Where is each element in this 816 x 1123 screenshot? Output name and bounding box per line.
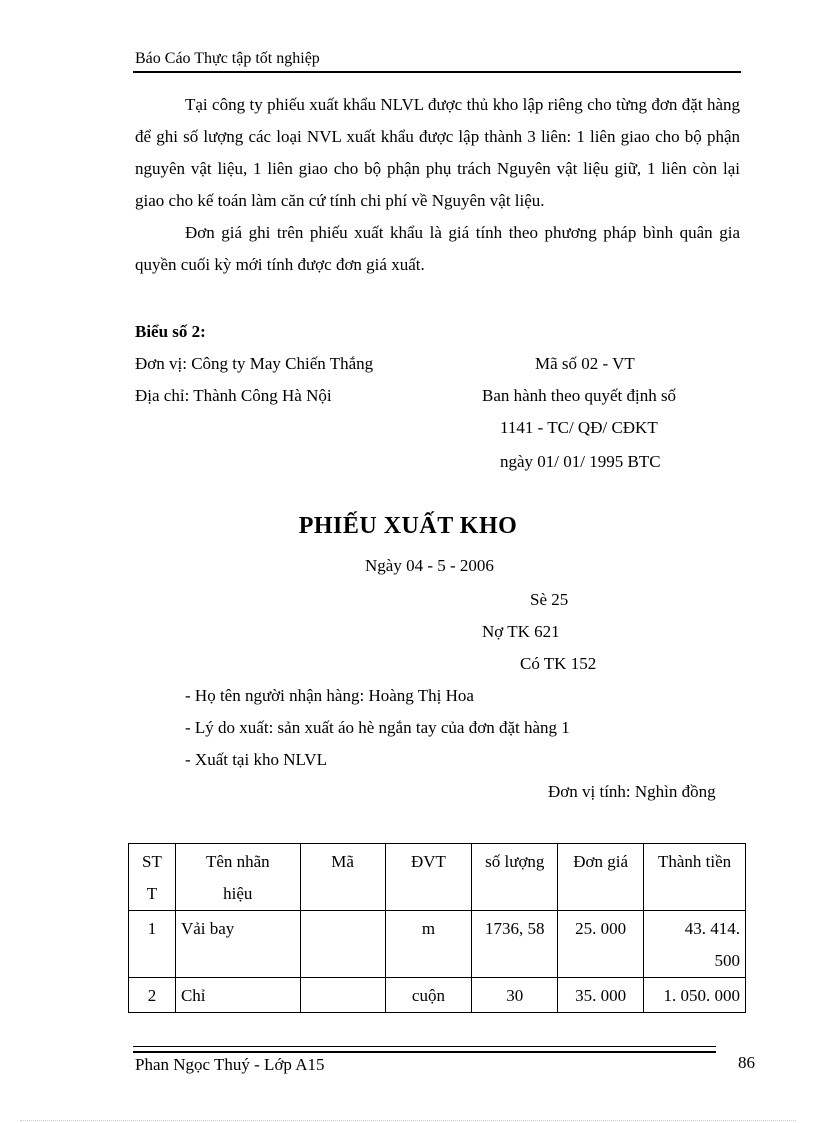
cell-stt: 2: [129, 978, 176, 1013]
issue-items-table: [128, 843, 746, 1013]
debit-account: Nợ TK 621: [482, 622, 560, 641]
page-bottom-dotted-line: [20, 1120, 796, 1121]
cell-total-line2: 500: [714, 951, 740, 970]
reason-line: - Lý do xuất: sản xuất áo hè ngắn tay của đơn đặt hàng 1: [185, 718, 570, 737]
cell-unit: m: [385, 911, 472, 978]
cell-qty: 30: [472, 978, 558, 1013]
footer-divider-thick: [133, 1051, 716, 1053]
cell-price: 25. 000: [558, 911, 644, 978]
slip-title: PHIẾU XUẤT KHO: [298, 513, 518, 539]
page-header-title: Báo Cáo Thực tập tốt nghiệp: [135, 50, 320, 67]
table-header-row: [129, 844, 746, 911]
col-header-unit: ĐVT: [385, 844, 472, 911]
decision-date: ngày 01/ 01/ 1995 BTC: [500, 452, 661, 471]
footer-author: Phan Ngọc Thuý - Lớp A15: [135, 1055, 325, 1074]
issued-by-decision: Ban hành theo quyết định số: [482, 386, 677, 405]
cell-name: Chỉ: [175, 978, 300, 1013]
table-row: [129, 911, 746, 978]
footer-divider-thin: [133, 1046, 716, 1047]
table-row: [129, 978, 746, 1013]
cell-name: Vải bay: [175, 911, 300, 978]
cell-total: 1. 050. 000: [644, 978, 746, 1013]
col-header-price: Đơn giá: [558, 844, 644, 911]
slip-date: Ngày 04 - 5 - 2006: [365, 556, 494, 575]
col-header-stt-line1: ST: [142, 852, 162, 871]
paragraph-2: Đơn giá ghi trên phiếu xuất khẩu là giá tính theo phương pháp bình quân gia quyền cuối kỳ mới tính được đơn giá xuất.: [135, 223, 740, 274]
unit-name: Đơn vị: Công ty May Chiến Thắng: [135, 354, 374, 373]
warehouse-line: - Xuất tại kho NLVL: [185, 750, 327, 769]
col-header-name: [175, 844, 300, 911]
header-divider: [133, 71, 741, 73]
col-header-name-line2: hiệu: [223, 884, 253, 903]
credit-account: Có TK 152: [520, 654, 597, 673]
col-header-qty: số lượng: [472, 844, 558, 911]
col-header-stt: [129, 844, 176, 911]
paragraph-1: Tại công ty phiếu xuất khẩu NLVL được thủ kho lập riêng cho từng đơn đặt hàng để ghi số lượng các loại NVL xuất khẩu được lập thành 3 liên: 1 liên giao cho bộ phận nguyên vật liệu, 1 liên giao cho bộ phận phụ trách Nguyên vật liệu giữ, 1 liên còn lại giao cho kế toán làm căn cứ tính chi phí về Nguyên vật liệu.: [135, 95, 740, 210]
cell-price: 35. 000: [558, 978, 644, 1013]
cell-total: [644, 911, 746, 978]
cell-total-line1: 43. 414.: [684, 919, 740, 938]
cell-stt: 1: [129, 911, 176, 978]
currency-unit: Đơn vị tính: Nghìn đồng: [548, 782, 716, 801]
receiver-line: - Họ tên người nhận hàng: Hoàng Thị Hoa: [185, 686, 474, 705]
cell-code: [300, 911, 385, 978]
slip-number: Sè 25: [530, 590, 569, 609]
page-number: 86: [738, 1053, 755, 1072]
col-header-total: Thành tiền: [644, 844, 746, 911]
col-header-code: Mã: [300, 844, 385, 911]
decision-number: 1141 - TC/ QĐ/ CĐKT: [500, 418, 658, 437]
form-code: Mã số 02 - VT: [535, 354, 635, 373]
col-header-stt-line2: T: [146, 884, 158, 903]
cell-code: [300, 978, 385, 1013]
cell-unit: cuộn: [385, 978, 472, 1013]
exhibit-label: Biểu số 2:: [135, 322, 206, 341]
cell-qty: 1736, 58: [472, 911, 558, 978]
col-header-name-line1: Tên nhãn: [205, 852, 270, 871]
body-paragraphs: [135, 89, 740, 281]
address: Địa chỉ: Thành Công Hà Nội: [135, 386, 332, 405]
